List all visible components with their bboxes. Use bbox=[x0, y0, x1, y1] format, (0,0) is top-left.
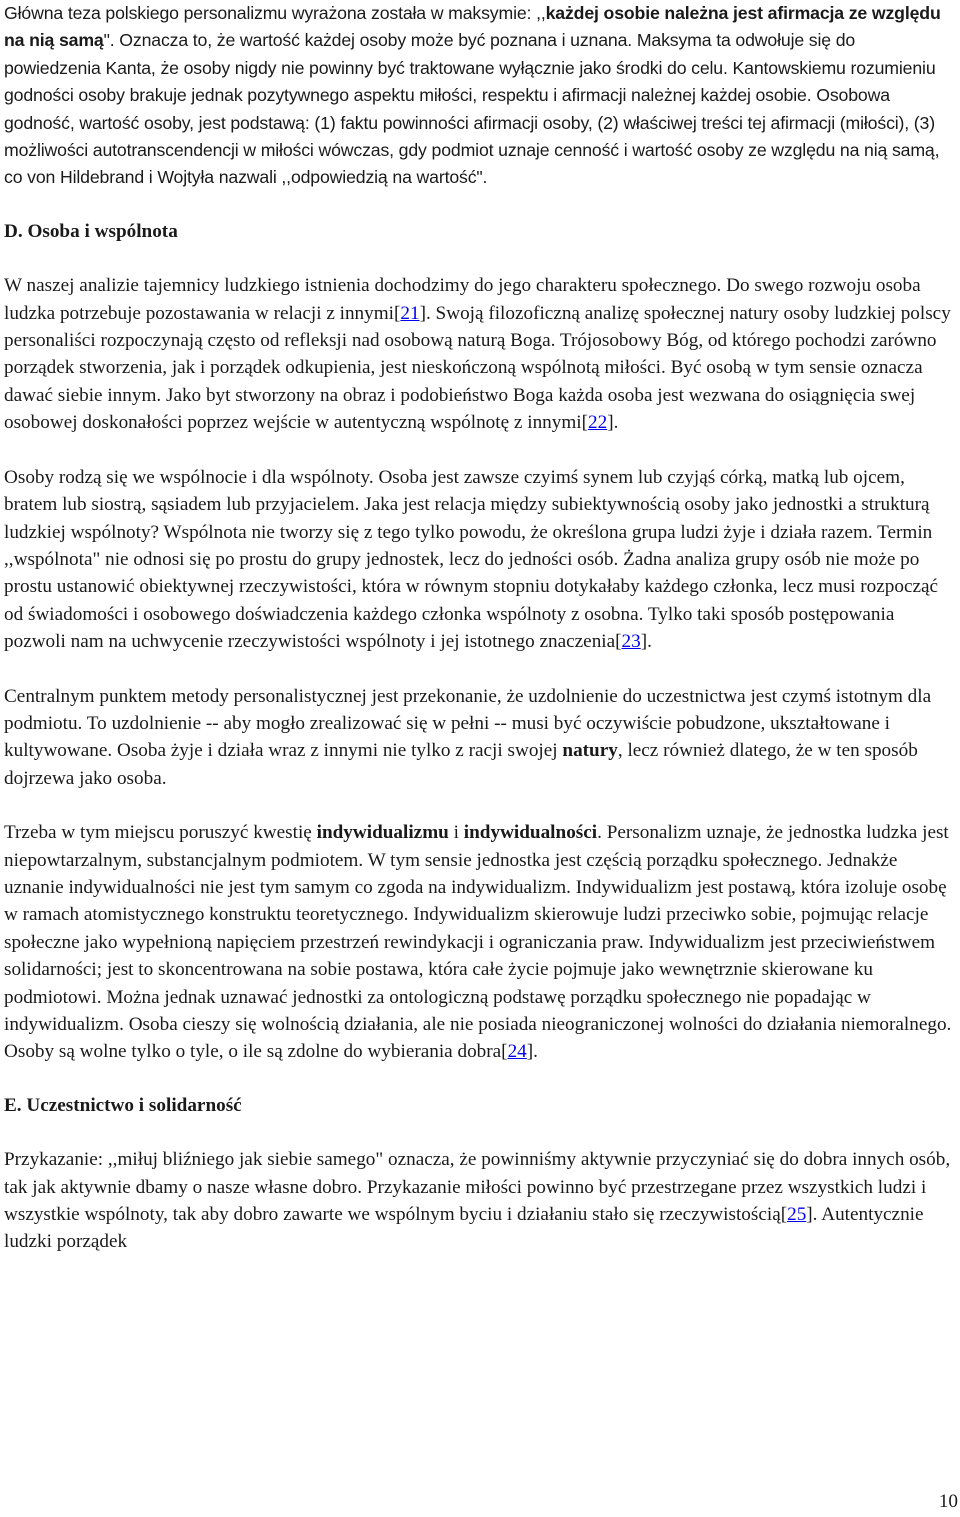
maxim-bold: każdej osobie należna jest afirmacja ze względu na nią samą bbox=[4, 3, 941, 51]
footnote-link-21[interactable]: 21 bbox=[400, 302, 420, 324]
bold-natury: natury bbox=[562, 740, 618, 762]
footnote-link-22[interactable]: 22 bbox=[588, 412, 608, 434]
paragraph-d-1: W naszej analizie tajemnicy ludzkiego istnienia dochodzimy do jego charakteru społecznego. Do swego rozwoju osoba ludzka potrzebuje pozostawania w relacji z innymi[21]. Swoją filozoficzną analizę społecznej natury osoby ludzkiej polscy personaliści rozpoczynają często od refleksji nad osobową naturą Boga. Trójosobowy Bóg, od którego pochodzi zarówno porządek stworzenia, jak i porządek odkupienia, jest nieskończoną wspólnotą miłości. Być osobą w tym sensie oznacza dawać siebie innym. Jako byt stworzony na obraz i podobieństwo Boga każda osoba jest wezwana do osiągnięcia swej osobowej doskonałości poprzez wejście w autentyczną wspólnotę z innymi[22]. bbox=[4, 275, 951, 434]
footnote-link-23[interactable]: 23 bbox=[621, 631, 641, 653]
section-d-heading: D. Osoba i wspólnota bbox=[4, 220, 178, 242]
document-page bbox=[4, 0, 952, 1256]
paragraph-d-4: Trzeba w tym miejscu poruszyć kwestię indywidualizmu i indywidualności. Personalizm uznaje, że jednostka ludzka jest niepowtarzalnym, substancjalnym podmiotem. W tym sensie jednostka jest częścią porządku społecznego. Jednakże uznanie indywidualności nie jest tym samym co zgoda na indywidualizm. Indywidualizm jest postawą, która izoluje osobę w ramach atomistycznego konstruktu teoretycznego. Indywidualizm skierowuje ludzi przeciwko sobie, pojmując relacje społeczne jako wypełnioną napięciem przestrzeń rewindykacji i ograniczania praw. Indywidualizm jest przeciwieństwem solidarności; jest to skoncentrowana na sobie postawa, która całe życie pojmuje jako wewnętrznie skierowane ku podmiotowi. Można jednak uznawać jednostki za ontologiczną podstawę porządku społecznego nie popadając w indywidualizm. Osoba cieszy się wolnością działania, ale nie posiada nieograniczonej wolności do działania niemoralnego. Osoby są wolne tylko o tyle, o ile są zdolne do wybierania dobra[24]. bbox=[4, 822, 952, 1063]
footnote-link-24[interactable]: 24 bbox=[507, 1041, 527, 1063]
section-e-heading: E. Uczestnictwo i solidarność bbox=[4, 1094, 242, 1116]
paragraph-d-3: Centralnym punktem metody personalistycznej jest przekonanie, że uzdolnienie do uczestnictwa jest czymś istotnym dla podmiotu. To uzdolnienie -- aby mogło zrealizować się w pełni -- musi być oczywiście pobudzone, ukształtowane i kultywowane. Osoba żyje i działa wraz z innymi nie tylko z racji swojej natury, lecz również dlatego, że w ten sposób dojrzewa jako osoba. bbox=[4, 685, 932, 789]
paragraph-personalism-thesis: Główna teza polskiego personalizmu wyrażona została w maksymie: ,,każdej osobie należna jest afirmacja ze względu na nią samą". Oznacza to, że wartość każdej osoby może być poznana i uznana. Maksyma ta odwołuje się do powiedzenia Kanta, że osoby nigdy nie powinny być traktowane wyłącznie jako środki do celu. Kantowskiemu rozumieniu godności osoby brakuje jednak pozytywnego aspektu miłości, respektu i afirmacji należnej każdej osobie. Osobowa godność, wartość osoby, jest podstawą: (1) faktu powinności afirmacji osoby, (2) właściwej treści tej afirmacji (miłości), (3) możliwości autotranscendencji w miłości wówczas, gdy podmiot uznaje cenność i wartość osoby ze względu na nią samą, co von Hildebrand i Wojtyła nazwali ,,odpowiedzią na wartość". bbox=[4, 3, 941, 188]
bold-indywidualnosci: indywidualności bbox=[463, 822, 598, 844]
paragraph-d-2: Osoby rodzą się we wspólnocie i dla wspólnoty. Osoba jest zawsze czyimś synem lub czyjąś córką, matką lub ojcem, bratem lub siostrą, sąsiadem lub przyjacielem. Jaka jest relacja między subiektywnością osoby jako jednostki a strukturą ludzkiej wspólnoty? Wspólnota nie tworzy się z tego tylko powodu, że określona grupa ludzi żyje i działa razem. Termin ,,wspólnota" nie odnosi się po prostu do grupy jednostek, lecz do jedności osób. Żadna analiza grupy osób nie może po prostu ustanowić obiektywnej rzeczywistości, która w równym stopniu dotykałaby każdego członka, lecz musi rozpocząć od świadomości i osobowego doświadczenia każdego członka wspólnoty z osobna. Tylko taki sposób postępowania pozwoli nam na uchwycenie rzeczywistości wspólnoty i jej istotnego znaczenia[23]. bbox=[4, 466, 939, 653]
footnote-link-25[interactable]: 25 bbox=[787, 1204, 807, 1226]
paragraph-e-1: Przykazanie: ,,miłuj bliźniego jak siebie samego" oznacza, że powinniśmy aktywnie przyczyniać się do dobra innych osób, tak jak aktywnie dbamy o nasze własne dobro. Przykazanie miłości powinno być przestrzegane przez wszystkich ludzi i wszystkie wspólnoty, tak aby dobro zawarte we wspólnym byciu i działaniu stało się rzeczywistością[25]. Autentycznie ludzki porządek bbox=[4, 1149, 951, 1253]
page-number: 10 bbox=[938, 1491, 958, 1512]
bold-indywidualizmu: indywidualizmu bbox=[316, 822, 449, 844]
